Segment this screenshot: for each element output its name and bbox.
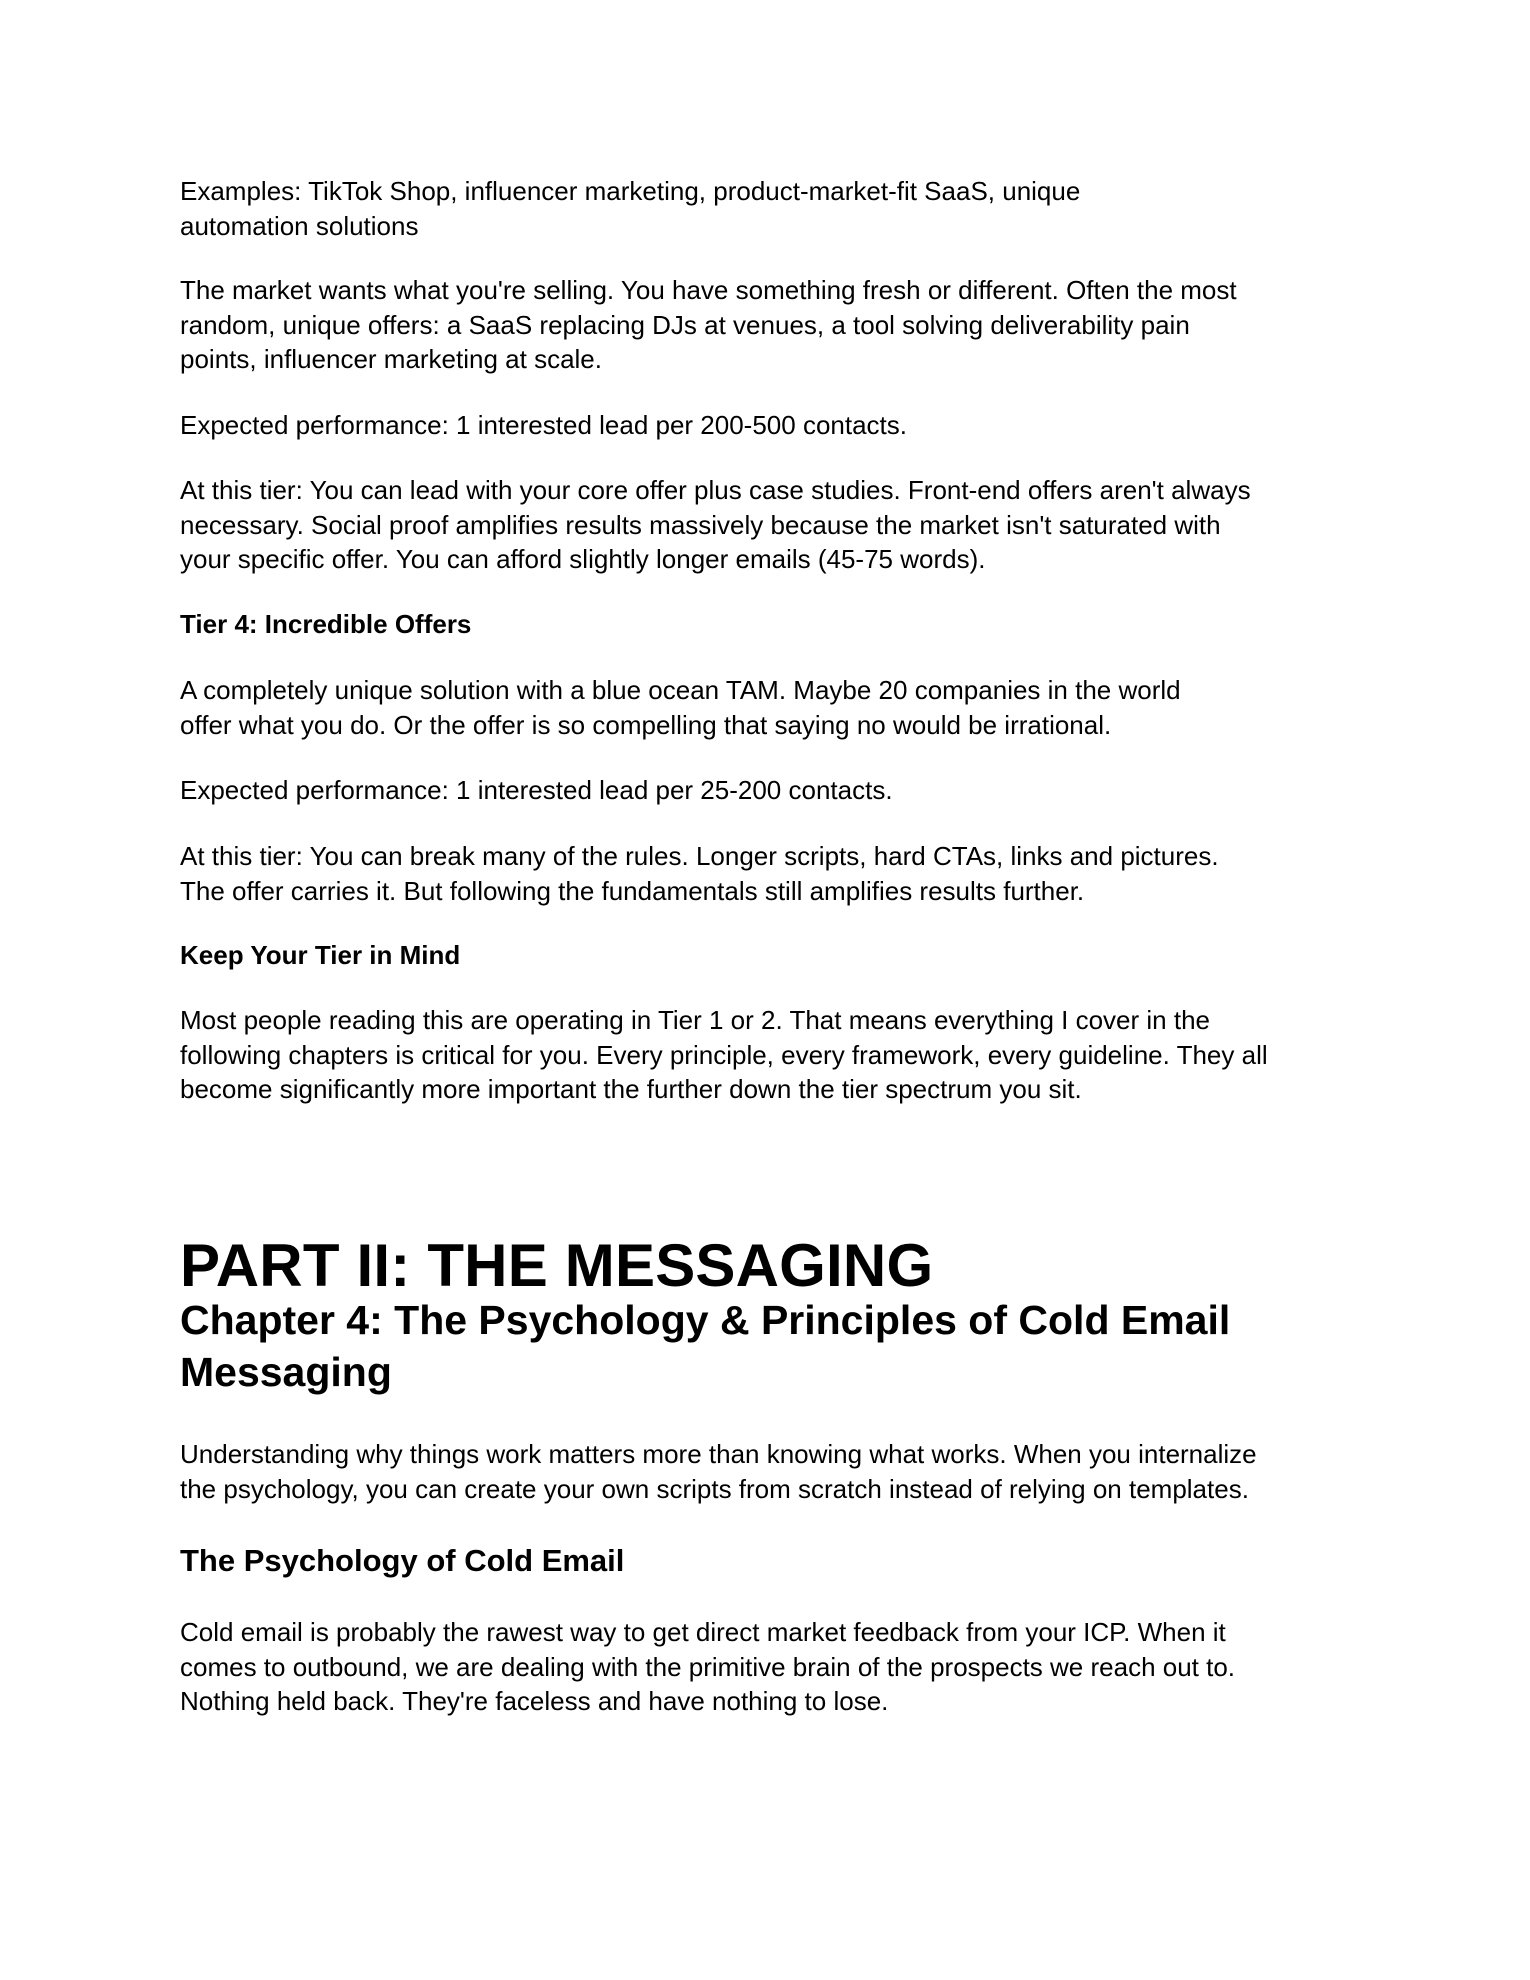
expected-performance-tier4: Expected performance: 1 interested lead per 25-200 contacts. <box>180 775 893 805</box>
tier4-description-paragraph: A completely unique solution with a blue ocean TAM. Maybe 20 companies in the world offer what you do. Or the offer is so compelling that saying no would be irrational. <box>180 675 1181 740</box>
chapter-intro-paragraph: Understanding why things work matters more than knowing what works. When you internalize the psychology, you can create your own scripts from scratch instead of relying on templates. <box>180 1439 1257 1504</box>
section-title: The Psychology of Cold Email <box>180 1543 625 1578</box>
keep-tier-heading: Keep Your Tier in Mind <box>180 940 461 970</box>
tier4-guidance-paragraph: At this tier: You can break many of the rules. Longer scripts, hard CTAs, links and pictures. The offer carries it. But following the fundamentals still amplifies results further. <box>180 841 1219 906</box>
part-title: PART II: THE MESSAGING <box>180 1232 934 1299</box>
tier3-guidance-paragraph: At this tier: You can lead with your core offer plus case studies. Front-end offers aren't always necessary. Social proof amplifies results massively because the market isn't saturated with your specific offer. You can afford slightly longer emails (45-75 words). <box>180 475 1251 574</box>
chapter-title: Chapter 4: The Psychology & Principles of Cold Email Messaging <box>180 1297 1231 1395</box>
examples-paragraph: Examples: TikTok Shop, influencer marketing, product-market-fit SaaS, unique automation solutions <box>180 176 1081 241</box>
market-wants-paragraph: The market wants what you're selling. You have something fresh or different. Often the most random, unique offers: a SaaS replacing DJs at venues, a tool solving deliverability pain points, influencer marketing at scale. <box>180 275 1237 374</box>
section-body-paragraph: Cold email is probably the rawest way to get direct market feedback from your ICP. When it comes to outbound, we are dealing with the primitive brain of the prospects we reach out to. Nothing held back. They're faceless and have nothing to lose. <box>180 1617 1236 1716</box>
expected-performance-tier3: Expected performance: 1 interested lead per 200-500 contacts. <box>180 410 907 440</box>
tier4-heading: Tier 4: Incredible Offers <box>180 609 472 639</box>
keep-tier-paragraph: Most people reading this are operating in Tier 1 or 2. That means everything I cover in the following chapters is critical for you. Every principle, every framework, every guideline. They all become significantly more important the further down the tier spectrum you sit. <box>180 1005 1268 1104</box>
